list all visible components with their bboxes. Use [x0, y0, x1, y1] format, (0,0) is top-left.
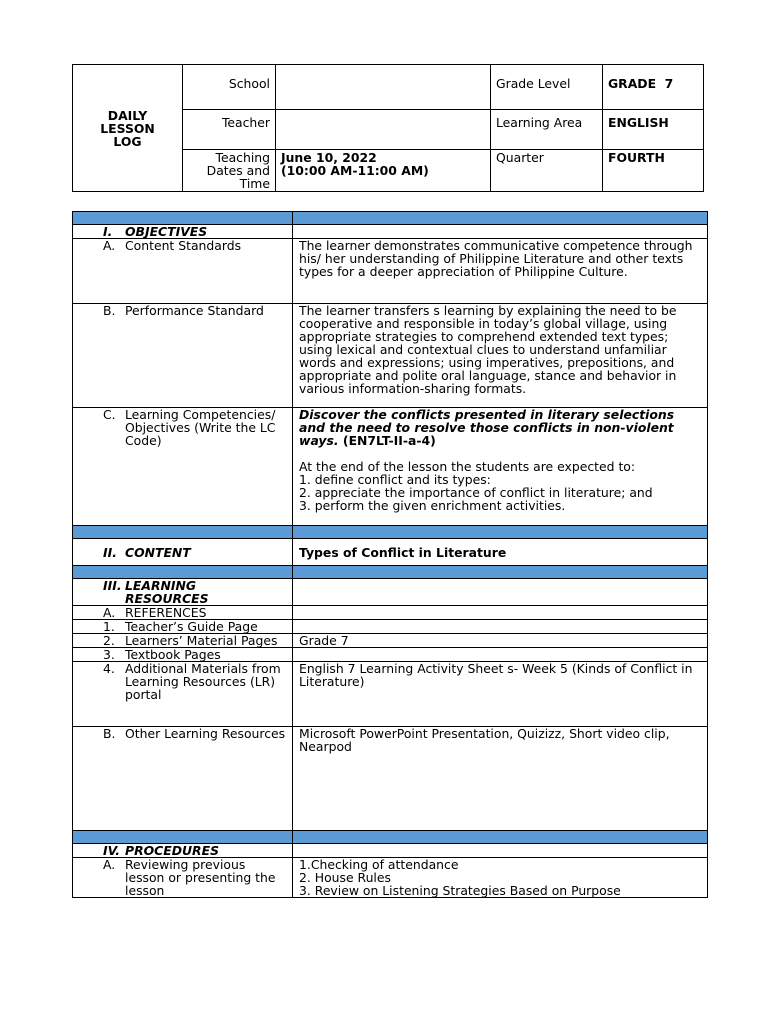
resources-heading-row: [73, 579, 708, 606]
section-number: I.: [103, 224, 113, 239]
other-resources-value: Microsoft PowerPoint Presentation, Quizizz, Short video clip, Nearpod: [293, 727, 708, 831]
section-number: II.: [103, 544, 117, 560]
teacher-label: Teacher: [183, 110, 276, 150]
teaching-time: (10:00 AM-11:00 AM): [281, 163, 429, 178]
section-band: [73, 566, 708, 579]
section-number: IV.: [103, 843, 120, 858]
learning-area-label: Learning Area: [491, 110, 603, 150]
school-value: [276, 65, 491, 110]
additional-materials-value: English 7 Learning Activity Sheet s- Week 5 (Kinds of Conflict in Literature): [293, 662, 708, 727]
content-standards-row: [73, 239, 708, 304]
dll-title-cell: [73, 65, 183, 192]
item-marker: 1.: [103, 619, 115, 634]
section-band: [73, 526, 708, 539]
content-standards-text: The learner demonstrates communicative competence through his/ her understanding of Philippine Literature and other texts types for a deeper appreciation of Philippine Culture.: [293, 239, 708, 304]
teachers-guide-value: [293, 620, 708, 634]
content-standards-label: Content Standards: [125, 238, 242, 253]
content-value: Types of Conflict in Literature: [293, 539, 708, 566]
teaching-date: June 10, 2022: [281, 150, 377, 165]
procedure-item: 2. House Rules: [299, 870, 391, 885]
teacher-value: [276, 110, 491, 150]
quarter-label: Quarter: [491, 150, 603, 192]
item-marker: B.: [103, 303, 116, 318]
section-band: [73, 831, 708, 844]
other-resources-row: [73, 727, 708, 831]
objective-item: 3. perform the given enrichment activities.: [299, 498, 566, 513]
procedure-item: 1.Checking of attendance: [299, 857, 459, 872]
reviewing-row: [73, 858, 708, 898]
performance-standard-row: [73, 304, 708, 408]
objectives-heading-row: [73, 225, 708, 239]
item-marker: 3.: [103, 647, 115, 662]
item-marker: A.: [103, 857, 116, 872]
competency-text: Discover the conflicts presented in literary selections and the need to resolve those conflicts in non-violent ways.: [299, 407, 675, 448]
performance-standard-text: The learner transfers s learning by explaining the need to be cooperative and responsible in today’s global village, using appropriate strategies to comprehend extended text types; using lexical and contextual clues to understand unfamiliar words and expressions; using imperatives, prepositions, and appropriate and polite oral language, stance and behavior in various information-sharing formats.: [293, 304, 708, 408]
content-heading: CONTENT: [125, 544, 191, 560]
item-marker: 4.: [103, 661, 115, 676]
grade-level-label: Grade Level: [491, 65, 603, 110]
procedure-item: 3. Review on Listening Strategies Based on Purpose: [299, 883, 621, 898]
objectives-list: [299, 460, 701, 512]
competencies-label: Learning Competencies/ Objectives (Write the LC Code): [125, 407, 276, 448]
learners-material-label: Learners’ Material Pages: [125, 633, 278, 648]
reviewing-label: Reviewing previous lesson or presenting the lesson: [125, 857, 276, 898]
procedures-heading-row: [73, 844, 708, 858]
learners-material-value: Grade 7: [293, 634, 708, 648]
teaching-dates-label-text: Teaching Dates and Time: [206, 150, 270, 191]
content-row: [73, 539, 708, 566]
references-value: [293, 606, 708, 620]
textbook-label: Textbook Pages: [125, 647, 221, 662]
item-marker: A.: [103, 605, 116, 620]
textbook-value: [293, 648, 708, 662]
references-row: [73, 606, 708, 620]
quarter-value: FOURTH: [603, 150, 704, 192]
item-marker: 2.: [103, 633, 115, 648]
objective-item: 1. define conflict and its types:: [299, 472, 491, 487]
textbook-row: [73, 648, 708, 662]
section-number: III.: [103, 578, 122, 593]
teachers-guide-label: Teacher’s Guide Page: [125, 619, 258, 634]
lesson-table: [72, 211, 708, 898]
header-table: [72, 64, 704, 192]
competency-code: (EN7LT-II-a-4): [342, 433, 436, 448]
additional-materials-row: [73, 662, 708, 727]
objective-item: 2. appreciate the importance of conflict in literature; and: [299, 485, 653, 500]
teachers-guide-row: [73, 620, 708, 634]
references-label: REFERENCES: [125, 605, 207, 620]
school-label: School: [183, 65, 276, 110]
section-band: [73, 212, 708, 225]
dll-title: DAILY LESSON LOG: [100, 107, 155, 149]
procedures-heading: PROCEDURES: [125, 843, 219, 858]
teaching-dates-label: [183, 150, 276, 192]
teaching-dates-value: [276, 150, 491, 192]
competencies-row: [73, 408, 708, 526]
item-marker: A.: [103, 238, 116, 253]
grade-level-value: GRADE 7: [603, 65, 704, 110]
resources-heading: LEARNING RESOURCES: [125, 578, 209, 606]
other-resources-label: Other Learning Resources: [125, 726, 286, 741]
objectives-heading: OBJECTIVES: [125, 224, 208, 239]
objectives-intro: At the end of the lesson the students are expected to:: [299, 459, 636, 474]
learners-material-row: [73, 634, 708, 648]
additional-materials-label: Additional Materials from Learning Resources (LR) portal: [125, 661, 281, 702]
item-marker: C.: [103, 407, 116, 422]
item-marker: B.: [103, 726, 116, 741]
performance-standard-label: Performance Standard: [125, 303, 264, 318]
learning-area-value: ENGLISH: [603, 110, 704, 150]
competency-statement: [299, 408, 701, 447]
